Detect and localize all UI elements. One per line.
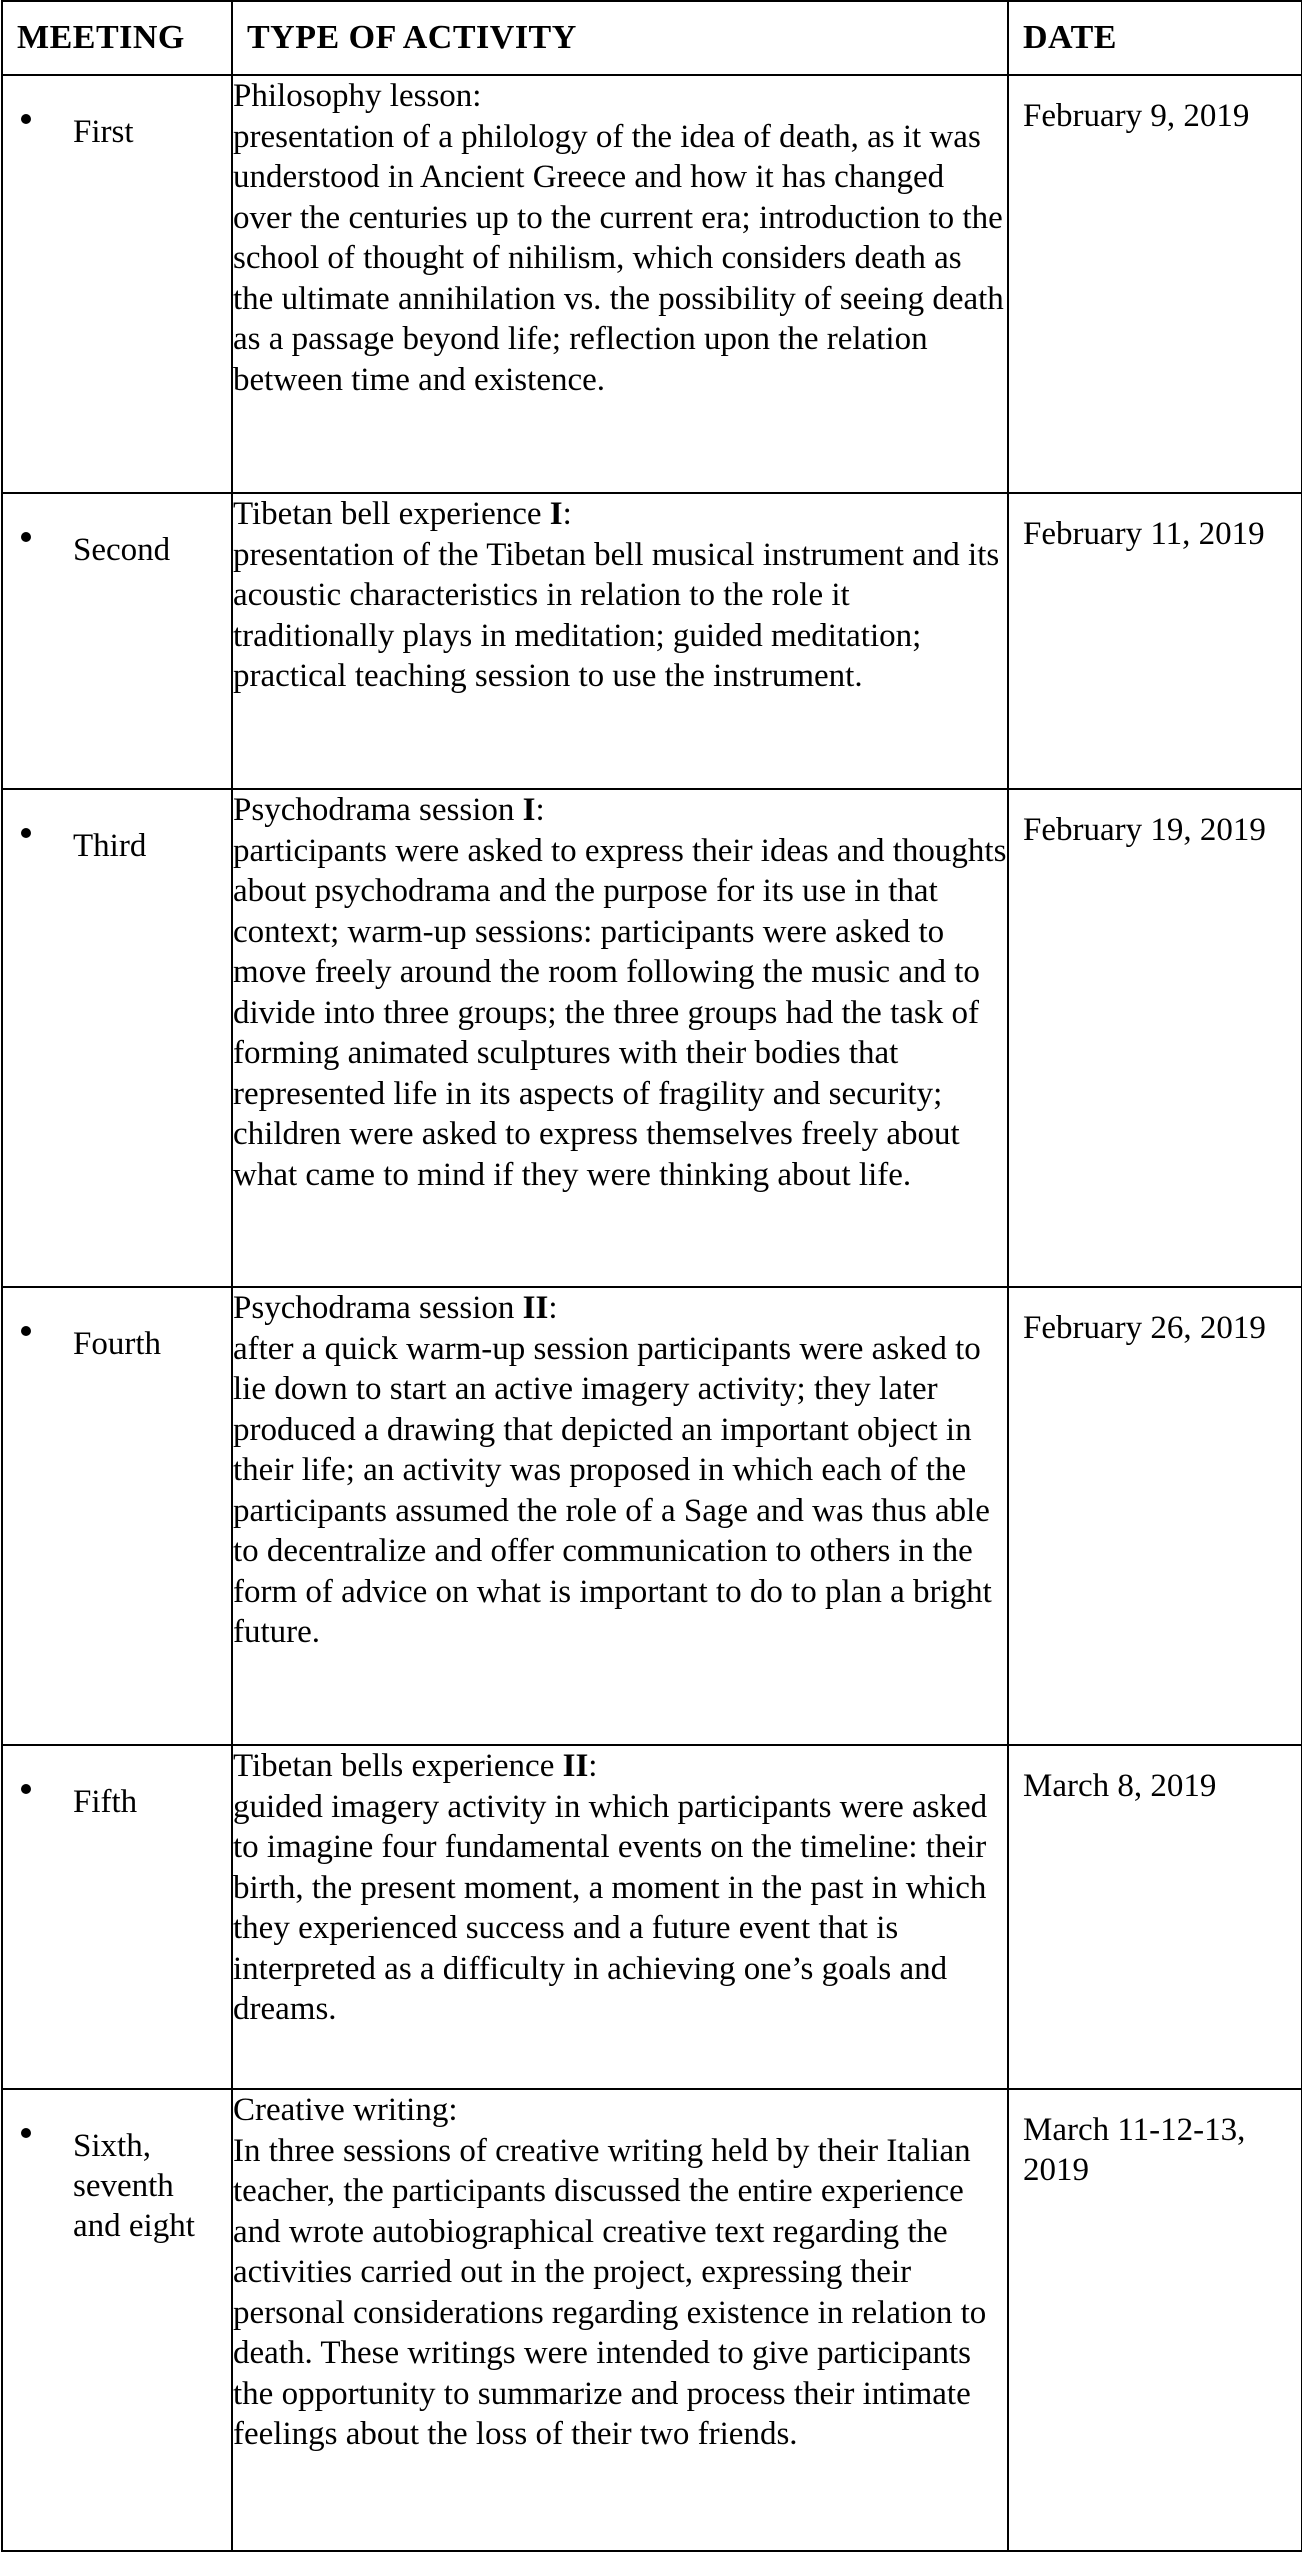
activity-title: Tibetan bells experience II: (233, 1748, 598, 1784)
bullet-icon (21, 2128, 31, 2138)
activity-title: Psychodrama session I: (233, 792, 545, 828)
date-cell (1008, 75, 1302, 493)
meeting-date: February 26, 2019 (1023, 1310, 1266, 1346)
meeting-cell (2, 2089, 232, 2551)
date-cell (1008, 789, 1302, 1287)
activity-cell (232, 493, 1008, 789)
table-row (2, 75, 1302, 493)
bullet-icon (21, 114, 31, 124)
table-row (2, 1287, 1302, 1745)
date-cell (1008, 493, 1302, 789)
activity-title: Philosophy lesson: (233, 78, 482, 114)
meeting-name: Sixth, seventh and eight (73, 2128, 195, 2244)
activity-description: after a quick warm-up session participants were asked to lie down to start an active imagery activity; they later produced a drawing that depicted an important object in their life; an activity was proposed in which each of the participants assumed the role of a Sage and was thus able to decentralize and offer communication to others in the form of advice on what is important to do to plan a bright future. (233, 1330, 992, 1650)
meeting-cell (2, 75, 232, 493)
date-cell (1008, 1745, 1302, 2089)
activity-description: guided imagery activity in which participants were asked to imagine four fundamental events on the timeline: their birth, the present moment, a moment in the past in which they experienced success and a future event that is interpreted as a difficulty in achieving one’s goals and dreams. (233, 1788, 988, 2027)
meeting-date: March 11-12-13, 2019 (1023, 2112, 1246, 2188)
activity-title: Psychodrama session II: (233, 1290, 558, 1326)
table-row (2, 1745, 1302, 2089)
activity-description: participants were asked to express their ideas and thoughts about psychodrama and the purpose for its use in that context; warm-up sessions: participants were asked to move freely around the room following the music and to divide into three groups; the three groups had the task of forming animated sculptures with their bodies that represented life in its aspects of fragility and security; children were asked to express themselves freely about what came to mind if they were thinking about life. (233, 832, 1007, 1193)
activity-cell (232, 789, 1008, 1287)
meeting-cell (2, 789, 232, 1287)
meeting-column-header: MEETING (2, 1, 232, 75)
activity-title-numeral: I (549, 496, 563, 532)
activity-cell (232, 1745, 1008, 2089)
meeting-date: February 9, 2019 (1023, 98, 1250, 134)
meeting-name: Third (73, 828, 147, 864)
table-row (2, 2089, 1302, 2551)
activity-description: presentation of the Tibetan bell musical instrument and its acoustic characteristics in relation to the role it traditionally plays in meditation; guided meditation; practical teaching session to use the instrument. (233, 536, 1000, 694)
meeting-date: February 19, 2019 (1023, 812, 1266, 848)
activity-title: Creative writing: (233, 2092, 458, 2128)
activity-description: In three sessions of creative writing held by their Italian teacher, the participants discussed the entire experience and wrote autobiographical creative text regarding the activities carried out in the project, expressing their personal considerations regarding existence in relation to death. These writings were intended to give participants the opportunity to summarize and process their intimate feelings about the loss of their two friends. (233, 2132, 987, 2452)
meeting-cell (2, 1745, 232, 2089)
meeting-name: Fourth (73, 1326, 162, 1362)
meeting-cell (2, 1287, 232, 1745)
meetings-table (1, 0, 1302, 2552)
table-row (2, 789, 1302, 1287)
meeting-name: Fifth (73, 1784, 138, 1820)
date-cell (1008, 1287, 1302, 1745)
meeting-name: Second (73, 532, 171, 568)
activity-cell (232, 2089, 1008, 2551)
meeting-date: February 11, 2019 (1023, 516, 1265, 552)
activity-description: presentation of a philology of the idea of death, as it was understood in Ancient Greece and how it has changed over the centuries up to the current era; introduction to the school of thought of nihilism, which considers death as the ultimate annihilation vs. the possibility of seeing death as a passage beyond life; reflection upon the relation between time and existence. (233, 118, 1004, 398)
activity-title-numeral: II (562, 1748, 589, 1784)
meeting-date: March 8, 2019 (1023, 1768, 1217, 1804)
activity-cell (232, 1287, 1008, 1745)
table-row (2, 493, 1302, 789)
activity-column-header: TYPE OF ACTIVITY (232, 1, 1008, 75)
date-cell (1008, 2089, 1302, 2551)
bullet-icon (21, 532, 31, 542)
date-column-header: DATE (1008, 1, 1302, 75)
bullet-icon (21, 1326, 31, 1336)
table-header-row (2, 1, 1302, 75)
meeting-name: First (73, 114, 134, 150)
bullet-icon (21, 1784, 31, 1794)
bullet-icon (21, 828, 31, 838)
activity-title-numeral: II (522, 1290, 549, 1326)
activity-cell (232, 75, 1008, 493)
activity-title-numeral: I (522, 792, 536, 828)
activity-title: Tibetan bell experience I: (233, 496, 572, 532)
meeting-cell (2, 493, 232, 789)
